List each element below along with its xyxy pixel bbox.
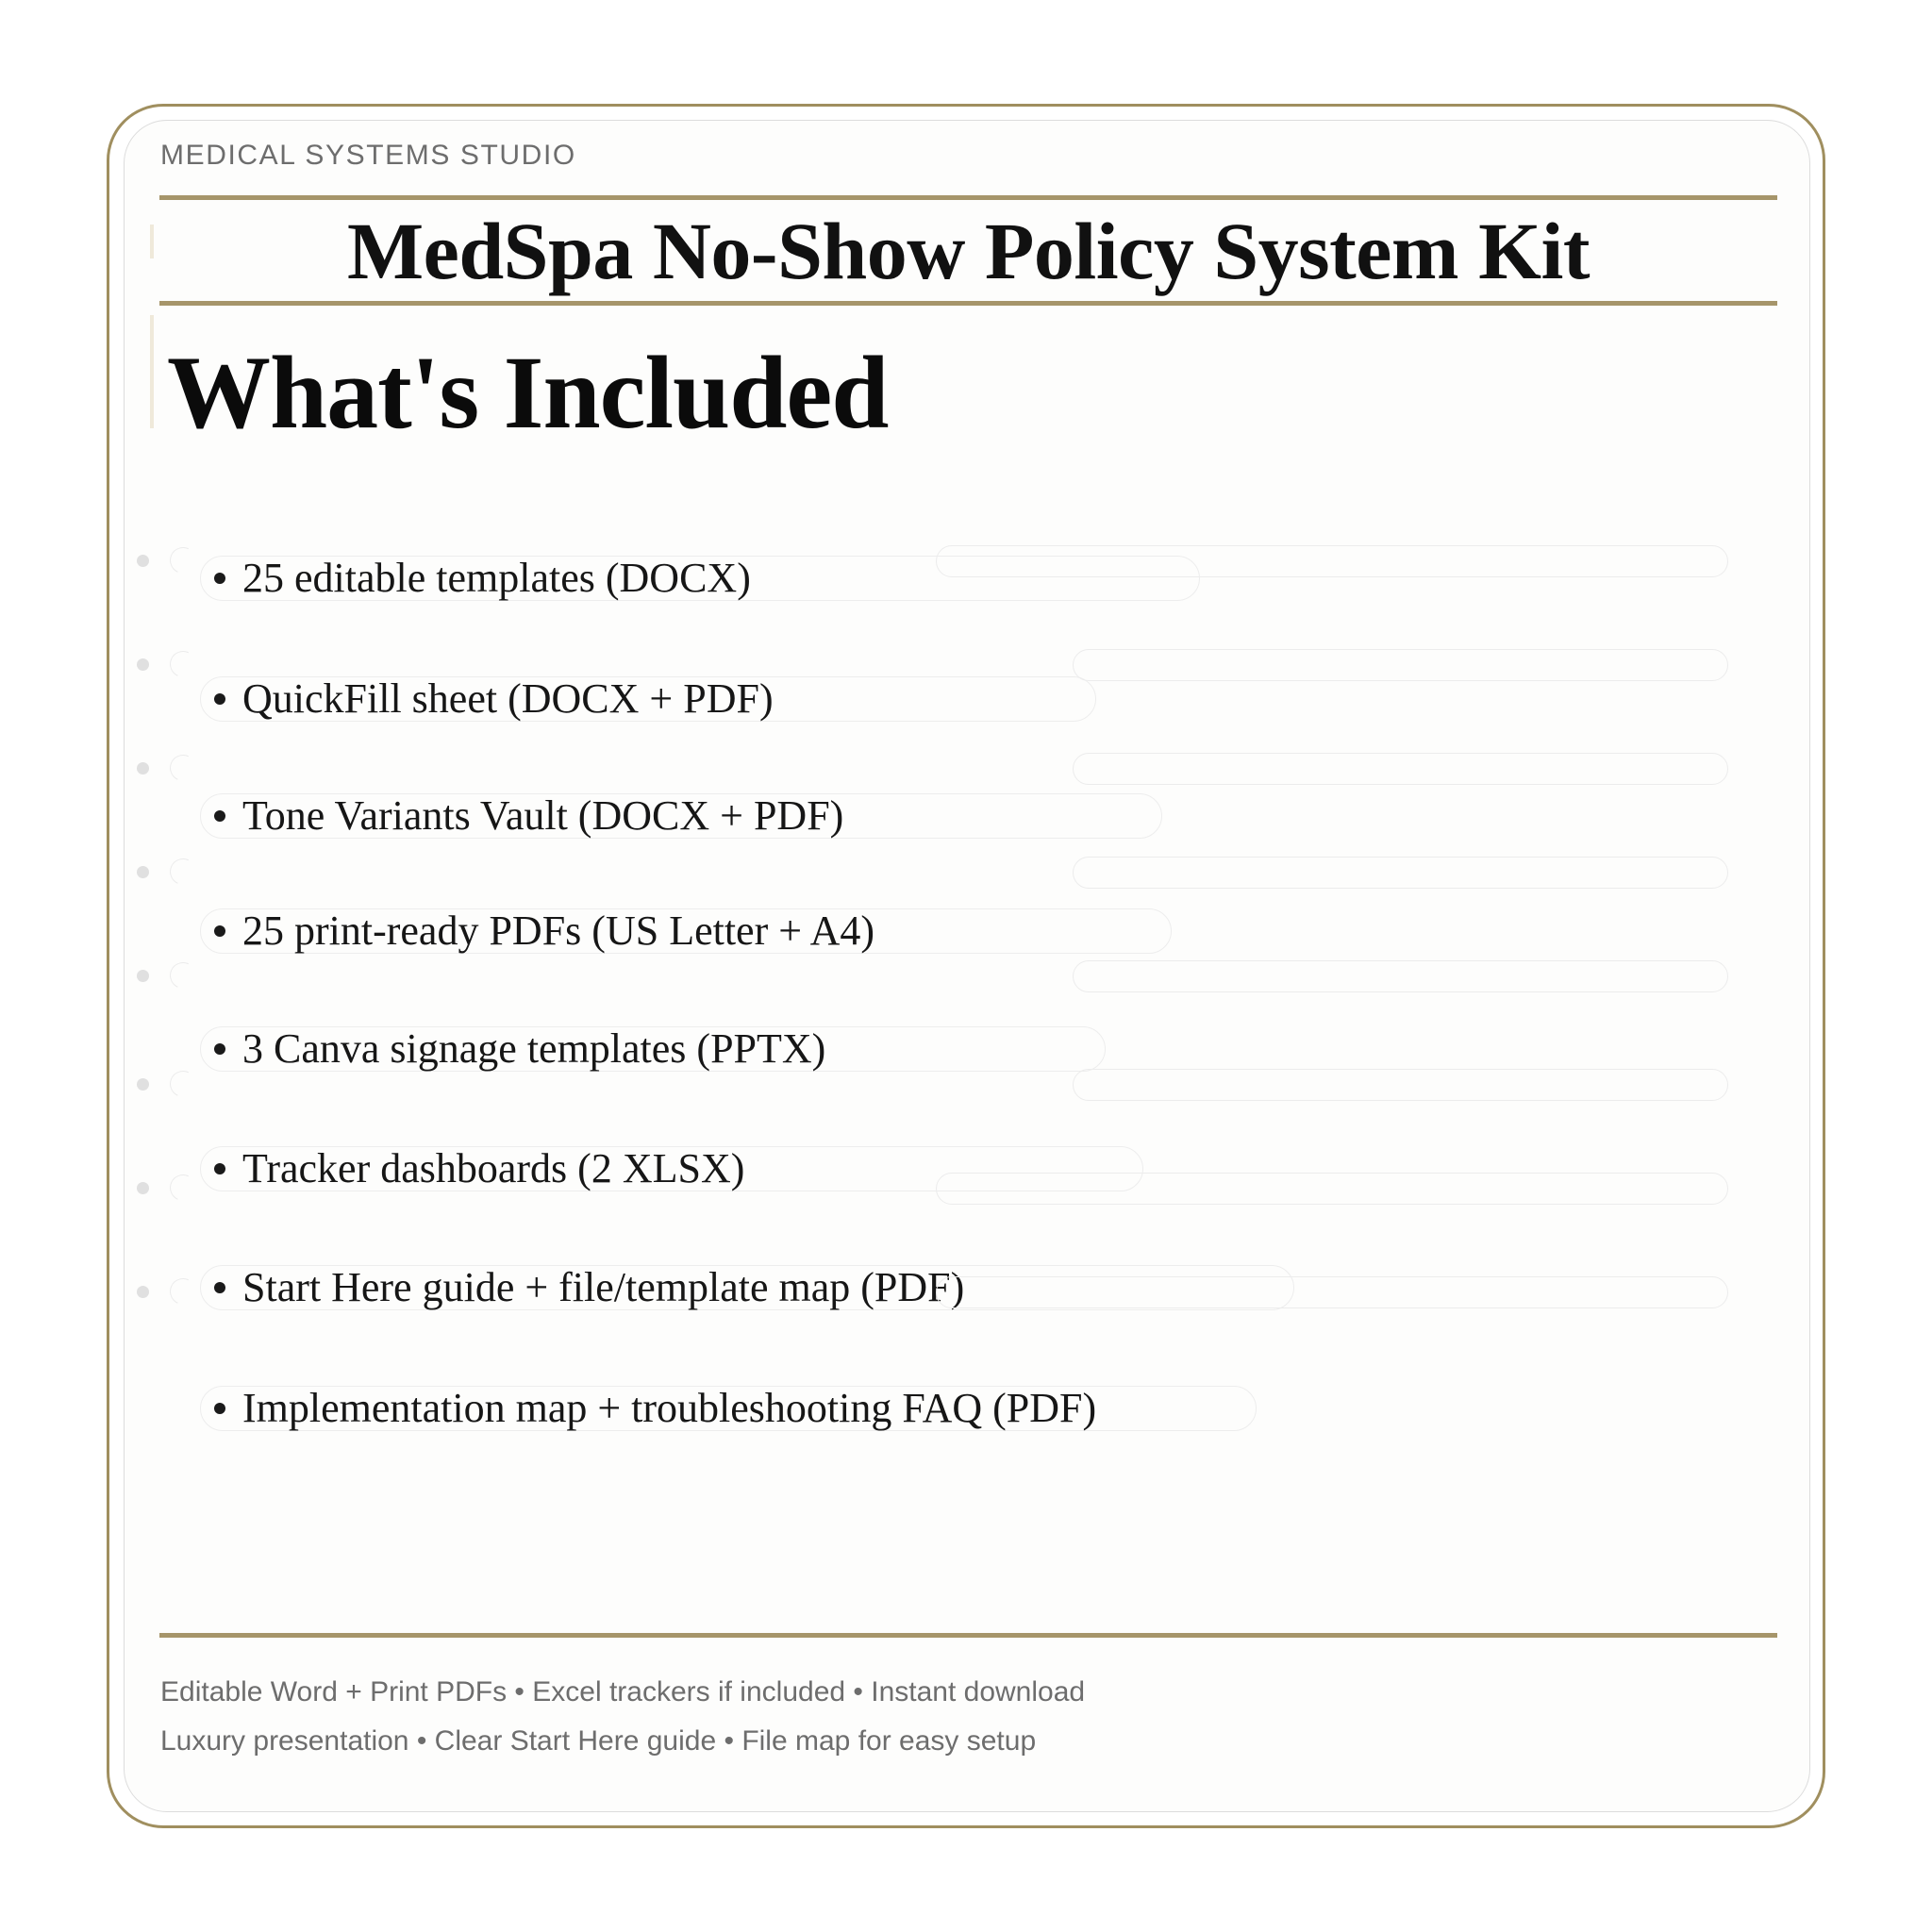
bullet-icon (214, 573, 225, 584)
ghost-circle-icon (166, 958, 200, 992)
feature-label: Tracker dashboards (2 XLSX) (242, 1145, 745, 1191)
ghost-circle-icon (166, 751, 200, 785)
feature-pill[interactable] (200, 556, 1200, 601)
bullet-icon (214, 925, 225, 937)
brand-eyebrow: MEDICAL SYSTEMS STUDIO (160, 140, 576, 171)
decorative-pill (1073, 1069, 1728, 1101)
feature-row[interactable] (125, 953, 1810, 1072)
section-heading: What's Included (167, 335, 889, 450)
feature-pill[interactable] (200, 1386, 1257, 1431)
page-title: MedSpa No-Show Policy System Kit (347, 206, 1590, 296)
bullet-icon (214, 810, 225, 822)
footer-benefits (160, 1668, 1764, 1766)
feature-label: 25 editable templates (DOCX) (242, 555, 751, 601)
ghost-dot-icon (137, 555, 149, 567)
ghost-dot-icon (137, 1286, 149, 1298)
feature-label: Implementation map + troubleshooting FAQ (PDF) (242, 1385, 1097, 1431)
ghost-circle-icon (166, 1171, 200, 1205)
feature-pill[interactable] (200, 793, 1162, 839)
feature-label: Start Here guide + file/template map (PDF) (242, 1264, 965, 1310)
ghost-dot-icon (137, 1182, 149, 1194)
ghost-circle-icon (166, 647, 200, 681)
feature-row[interactable] (125, 1269, 1810, 1431)
footer-benefit-line: Luxury presentation • Clear Start Here guide • File map for easy setup (160, 1725, 1037, 1757)
bullet-icon (214, 1043, 225, 1055)
bullet-icon (214, 1403, 225, 1414)
feature-row[interactable] (125, 1165, 1810, 1310)
decorative-pill (1073, 857, 1728, 889)
feature-label: 25 print-ready PDFs (US Letter + A4) (242, 908, 875, 954)
slide-card (124, 120, 1810, 1812)
footer-benefit-line: Editable Word + Print PDFs • Excel trackers if included • Instant download (160, 1676, 1086, 1707)
ghost-dot-icon (137, 970, 149, 982)
ghost-dot-icon (137, 866, 149, 878)
feature-list (125, 446, 1810, 1616)
ghost-dot-icon (137, 762, 149, 774)
ghost-circle-icon (166, 1067, 200, 1101)
feature-label: Tone Variants Vault (DOCX + PDF) (242, 792, 844, 839)
feature-row[interactable] (125, 849, 1810, 962)
bullet-icon (214, 693, 225, 705)
feature-row[interactable] (125, 1061, 1810, 1191)
feature-pill[interactable] (200, 908, 1172, 954)
title-rule-bottom (159, 301, 1777, 306)
ghost-dot-icon (137, 1078, 149, 1091)
decorative-pill (1073, 649, 1728, 681)
decorative-pill (1073, 960, 1728, 992)
feature-row[interactable] (125, 538, 1810, 651)
feature-row[interactable] (125, 641, 1810, 755)
decorative-pill (936, 1276, 1728, 1308)
feature-pill[interactable] (200, 676, 1096, 722)
title-rule-top (159, 195, 1777, 200)
feature-label: QuickFill sheet (DOCX + PDF) (242, 675, 774, 722)
footer-rule (159, 1633, 1777, 1638)
decorative-pill (936, 1173, 1728, 1205)
ghost-circle-icon (166, 543, 200, 577)
feature-row[interactable] (125, 745, 1810, 858)
ghost-dot-icon (137, 658, 149, 671)
feature-label: 3 Canva signage templates (PPTX) (242, 1025, 826, 1072)
left-accent-bar-top (150, 225, 154, 258)
left-accent-bar-bottom (150, 315, 154, 428)
ghost-circle-icon (166, 855, 200, 889)
decorative-pill (1073, 753, 1728, 785)
ghost-circle-icon (166, 1274, 200, 1308)
